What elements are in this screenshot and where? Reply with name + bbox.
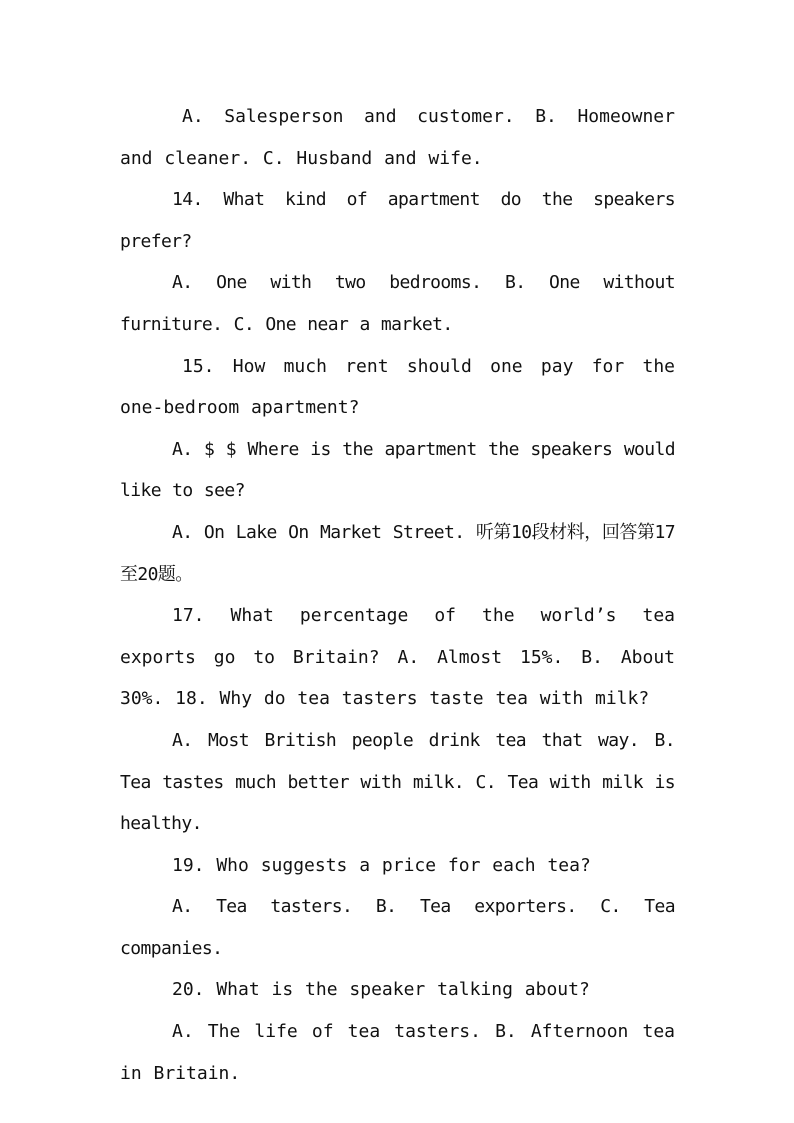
answer-options-q20: A. The life of tea tasters. B. Afternoon tea in Britain. <box>120 1021 675 1084</box>
question-15: 15. How much rent should one pay for the one-bedroom apartment? <box>120 355 675 419</box>
answer-options-q15-question-16: A. $ $ Where is the apartment the speakers would like to see? <box>120 438 675 502</box>
question-20: 20. What is the speaker talking about? <box>172 979 590 1001</box>
question-19: 19. Who suggests a price for each tea? <box>172 854 591 876</box>
answer-options-q18: A. Most British people drink tea that way. B. Tea tastes much better with milk. C. Tea with milk is healthy. <box>120 729 675 835</box>
answer-options-q16-section-instruction: A. On Lake On Market Street. 听第10段材料，回答第17至20题。 <box>120 521 675 585</box>
document-body <box>120 96 675 1094</box>
answer-options-q13: A. Salesperson and customer. B. Homeowner and cleaner. C. Husband and wife. <box>120 106 675 169</box>
answer-options-q19: A. Tea tasters. B. Tea exporters. C. Tea companies. <box>120 896 675 959</box>
answer-options-q14: A. One with two bedrooms. B. One without furniture. C. One near a market. <box>120 272 675 335</box>
question-14: 14. What kind of apartment do the speakers prefer? <box>120 189 675 252</box>
question-17-18: 17. What percentage of the world’s tea exports go to Britain? A. Almost 15%. B. About 30%. 18. Why do tea tasters taste tea with milk? <box>120 605 675 710</box>
